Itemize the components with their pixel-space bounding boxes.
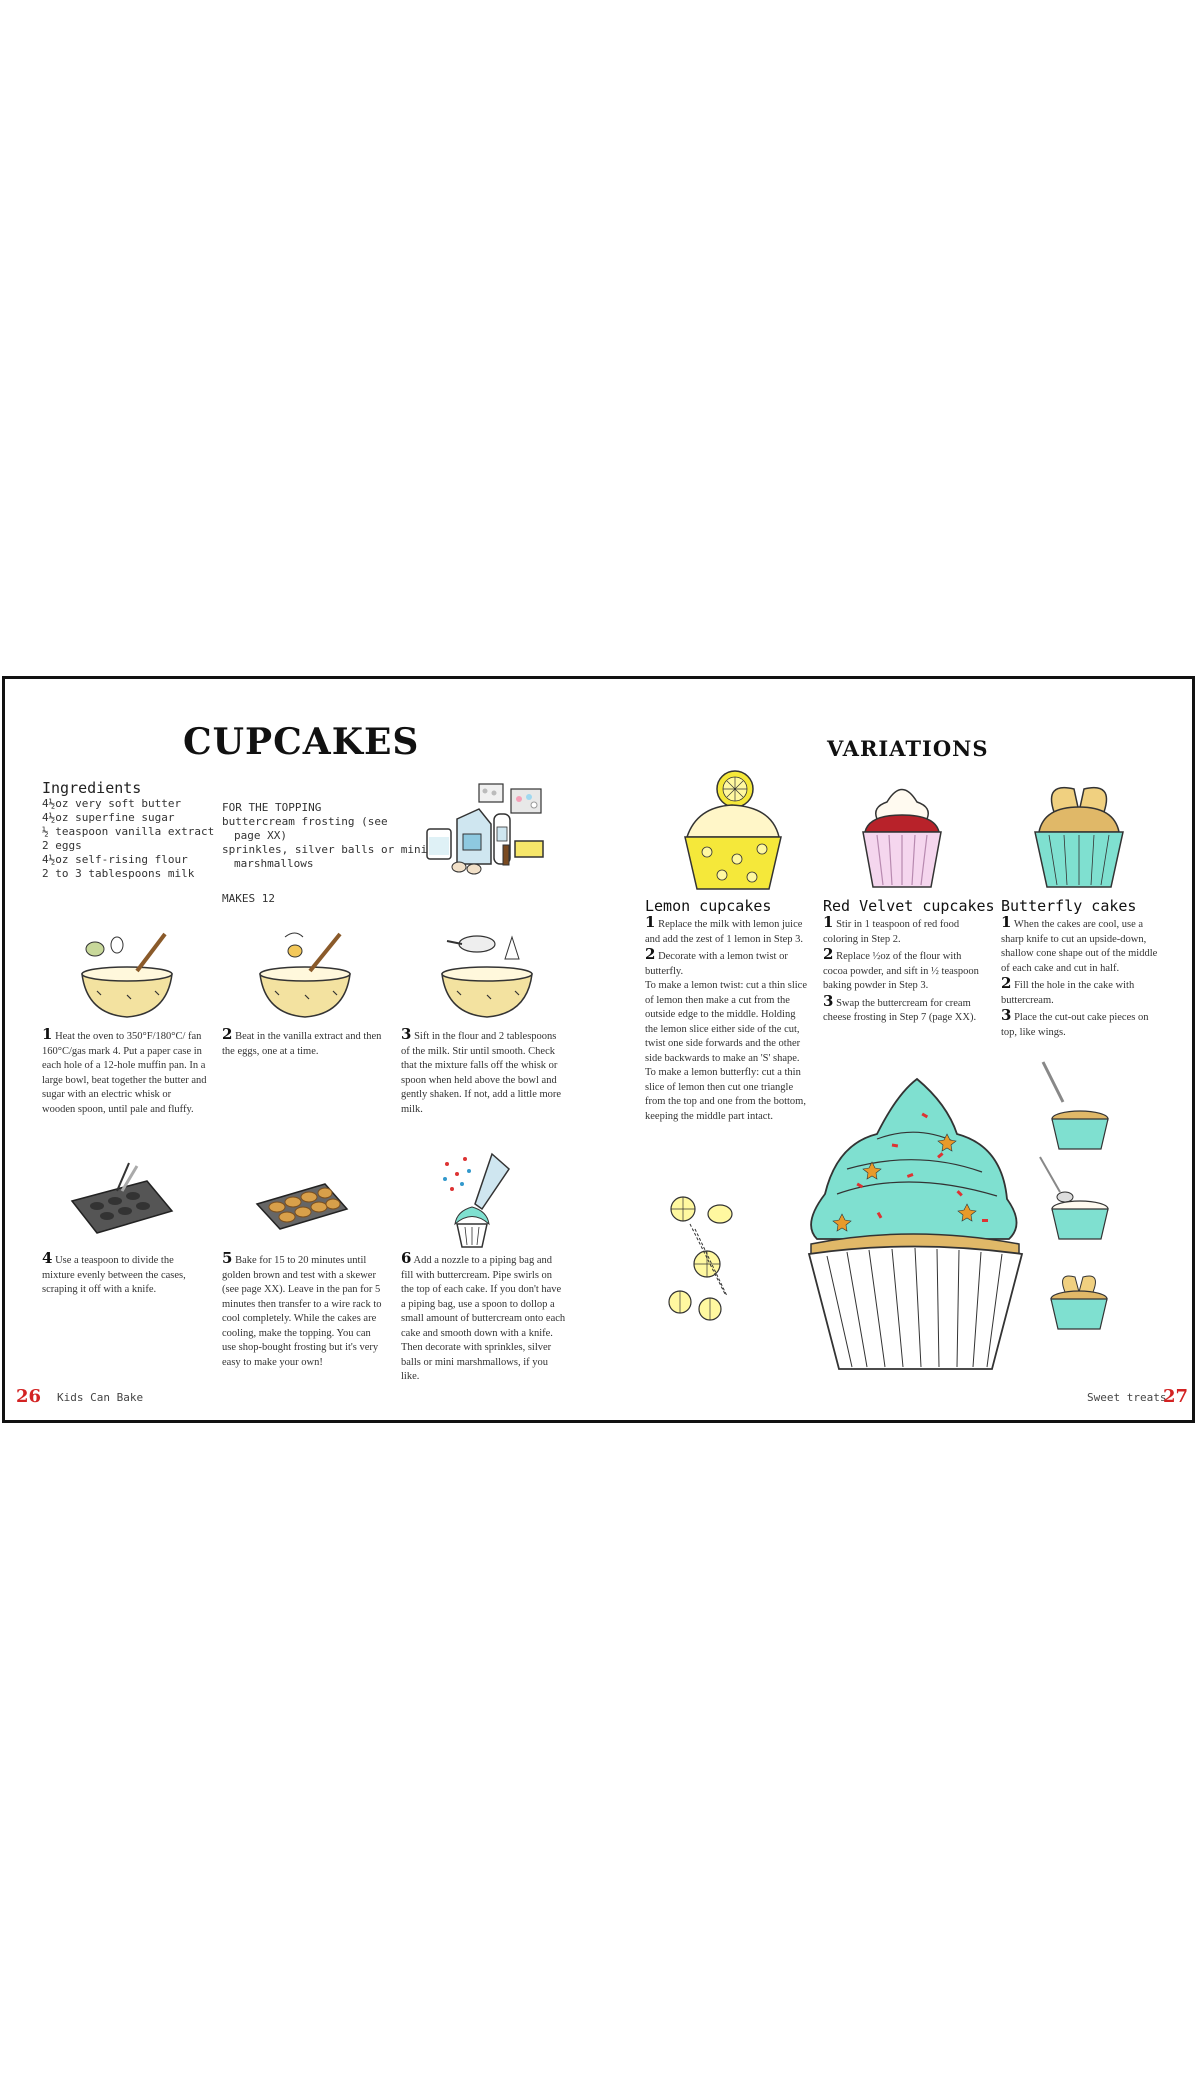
large-frosted-cupcake-illustration [797, 1074, 1037, 1374]
book-spread [2, 676, 1195, 1423]
variation-paragraph [823, 947, 988, 994]
step-number: 3 [401, 1025, 412, 1043]
variation-paragraph [1001, 1008, 1166, 1040]
step-number: 4 [42, 1249, 53, 1267]
step-1 [42, 1027, 207, 1117]
step-number: 1 [42, 1025, 53, 1043]
variation-red-velvet [823, 897, 995, 1026]
step-number: 3 [1001, 1006, 1012, 1024]
ingredients-illustration [419, 779, 549, 874]
variation-paragraph: To make a lemon butterfly: cut a thin slice of lemon then cut one triangle from the top and one from the bottom, keeping the middle part intact. [645, 1067, 806, 1122]
page-number-left: 26 [16, 1386, 42, 1407]
step-6 [401, 1251, 566, 1385]
topping-item: buttercream frosting (see [222, 815, 388, 828]
ingredient-item: 4½oz superfine sugar [42, 811, 175, 824]
butterfly-cake-steps-illustration [1035, 1057, 1125, 1347]
variation-paragraph [645, 915, 810, 947]
step-text: Use a teaspoon to divide the mixture evenly between the cases, scraping it off with a knife. [42, 1255, 186, 1295]
butterfly-cupcake-illustration [1029, 767, 1129, 892]
topping-item: page XX) [234, 829, 287, 842]
ingredient-item: 4½oz self-rising flour [42, 853, 188, 866]
variation-paragraph [645, 947, 810, 979]
step-number: 2 [222, 1025, 233, 1043]
step-text: Bake for 15 to 20 minutes until golden brown and test with a skewer (see page XX). Leave in the pan for 5 minutes then transfer to a wire rack to cool completely. While the cakes are cooling, make the topping. You can use shop-bought frosting but it's very easy to make your own! [222, 1255, 382, 1368]
step-2 [222, 1027, 387, 1059]
ingredients-list [42, 797, 215, 881]
step-text: Heat the oven to 350°F/180°C/ fan 160°C/gas mark 4. Put a paper case in each hole of a 12-hole muffin pan. In a large bowl, beat together the butter and sugar with an electric whisk or wooden spoon, until pale and fluffy. [42, 1031, 207, 1115]
step-number: 6 [401, 1249, 412, 1267]
step-text: Stir in 1 teaspoon of red food coloring in Step 2. [823, 919, 960, 945]
ingredients-heading: Ingredients [42, 779, 142, 797]
piping-bag-illustration [437, 1149, 517, 1254]
variation-paragraph [1001, 915, 1166, 976]
step-text: Beat in the vanilla extract and then the eggs, one at a time. [222, 1031, 382, 1057]
muffin-pan-illustration [67, 1161, 177, 1241]
topping-list [222, 801, 428, 871]
step-number: 1 [1001, 913, 1012, 931]
mixing-bowl-illustration [77, 929, 177, 1019]
variations-title: VARIATIONS [827, 736, 989, 761]
topping-item: marshmallows [234, 857, 314, 870]
step-text: When the cakes are cool, use a sharp knife to cut an upside-down, shallow cone shape out of the middle of each cake and cut in half. [1001, 919, 1158, 974]
footer-book-title: Kids Can Bake [57, 1391, 144, 1404]
step-number: 3 [823, 991, 834, 1010]
step-number: 2 [1001, 974, 1012, 992]
variation-heading: Red Velvet cupcakes [823, 897, 995, 915]
step-4 [42, 1251, 207, 1298]
step-number: 5 [222, 1249, 233, 1267]
makes-label: MAKES 12 [222, 892, 275, 905]
topping-heading: FOR THE TOPPING [222, 801, 322, 814]
step-text: Replace the milk with lemon juice and add the zest of 1 lemon in Step 3. [645, 919, 804, 945]
step-text: Fill the hole in the cake with buttercream. [1001, 980, 1135, 1006]
variation-lemon [645, 897, 810, 1124]
page-number-right: 27 [1163, 1386, 1189, 1407]
mixing-bowl-illustration [437, 929, 537, 1019]
variation-paragraph [1001, 976, 1166, 1008]
topping-item: sprinkles, silver balls or mini [222, 843, 428, 856]
step-number: 2 [823, 945, 834, 963]
ingredient-item: 2 eggs [42, 839, 82, 852]
variation-paragraph [823, 915, 988, 947]
step-number: 1 [645, 913, 656, 931]
red-velvet-cupcake-illustration [857, 777, 947, 892]
step-text: Replace ½oz of the flour with cocoa powder, and sift in ½ teaspoon baking powder in Step 3. [823, 951, 979, 991]
ingredient-item: ½ teaspoon vanilla extract [42, 825, 215, 838]
step-number: 2 [645, 945, 656, 963]
mixing-bowl-illustration [255, 929, 355, 1019]
step-5 [222, 1251, 387, 1370]
baking-tray-illustration [255, 1179, 350, 1239]
variation-paragraph [823, 991, 988, 1026]
variation-butterfly [1001, 897, 1166, 1040]
ingredient-item: 4½oz very soft butter [42, 797, 182, 810]
variation-paragraph: To make a lemon twist: cut a thin slice of lemon then make a cut from the outside edge to the middle. Holding the lemon slice either side of the cut, twist one side forwards and the other side backwards to make an 'S' shape. [645, 980, 807, 1064]
step-text: Swap the buttercream for cream cheese frosting in Step 7 (page XX). [823, 997, 977, 1023]
lemon-cupcake-illustration [677, 767, 787, 892]
page-title: CUPCAKES [183, 721, 420, 763]
step-text: Sift in the flour and 2 tablespoons of the milk. Stir until smooth. Check that the mixture falls off the whisk or spoon when held above the bowl and gently shaken. If not, add a little more milk. [401, 1031, 562, 1115]
variation-heading: Butterfly cakes [1001, 897, 1137, 915]
step-text: Add a nozzle to a piping bag and fill with buttercream. Pipe swirls on the top of each cake. If you don't have a piping bag, use a spoon to dollop a small amount of buttercream onto each cake and smooth down with a knife. Then decorate with sprinkles, silver balls or mini marshmallows, if you like. [401, 1255, 566, 1382]
variation-heading: Lemon cupcakes [645, 897, 772, 915]
ingredient-item: 2 to 3 tablespoons milk [42, 867, 195, 880]
step-text: Decorate with a lemon twist or butterfly. [645, 951, 788, 977]
lemon-twist-illustration [665, 1184, 760, 1324]
step-3 [401, 1027, 566, 1117]
footer-section-title: Sweet treats [1087, 1391, 1167, 1404]
step-text: Place the cut-out cake pieces on top, like wings. [1001, 1012, 1149, 1038]
step-number: 1 [823, 913, 834, 931]
